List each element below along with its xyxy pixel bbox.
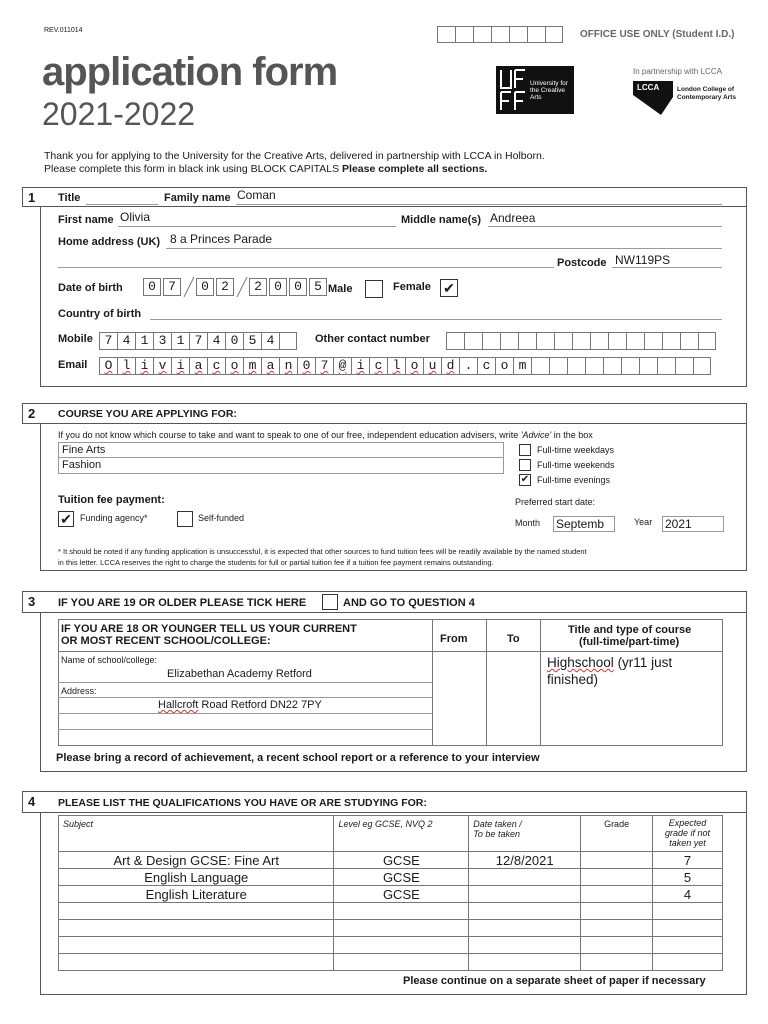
dob-month-digit: 0	[196, 278, 214, 296]
year-input[interactable]: 2021	[662, 516, 724, 532]
expected-cell[interactable]: 5	[653, 869, 723, 886]
dob-separator	[236, 277, 248, 297]
mobile-digit: 4	[117, 332, 135, 350]
section-3-number: 3	[28, 594, 36, 609]
subject-cell[interactable]	[59, 920, 334, 937]
table-row	[59, 852, 723, 869]
middle-name-field[interactable]	[488, 226, 722, 227]
mobile-digit: 1	[171, 332, 189, 350]
dob-year-digit: 2	[249, 278, 267, 296]
month-label: Month	[515, 518, 541, 528]
bring-record-text: Please bring a record of achievement, a recent school report or a reference to your interview	[56, 752, 540, 764]
intro-line-2	[44, 163, 487, 175]
mobile-digit: 5	[243, 332, 261, 350]
over-19-checkbox[interactable]	[322, 594, 338, 610]
subject-cell[interactable]	[59, 954, 334, 971]
mobile-digit: 7	[189, 332, 207, 350]
male-checkbox[interactable]	[365, 280, 383, 298]
under-18-text-b: OR MOST RECENT SCHOOL/COLLEGE:	[61, 635, 271, 647]
school-name-value: Elizabethan Academy Retford	[167, 668, 312, 680]
course-type-value	[547, 654, 719, 688]
lcca-name: London College of Contemporary Arts	[677, 86, 736, 101]
email-char: a	[189, 357, 207, 375]
expected-cell[interactable]	[653, 920, 723, 937]
over-19-text-b: AND GO TO QUESTION 4	[343, 597, 475, 609]
date-cell[interactable]	[469, 903, 581, 920]
self-funded-checkbox[interactable]	[177, 511, 193, 527]
level-cell[interactable]	[334, 937, 469, 954]
page-title: application form	[42, 50, 338, 94]
table-row	[59, 937, 723, 954]
email-char: l	[387, 357, 405, 375]
date-cell[interactable]	[469, 920, 581, 937]
title-label: Title	[58, 192, 81, 204]
course-type-rest: (yr11 just	[617, 655, 673, 670]
home-address-value: 8 a Princes Parade	[170, 232, 273, 246]
date-cell[interactable]	[469, 886, 581, 903]
level-cell[interactable]: GCSE	[334, 852, 469, 869]
country-of-birth-label: Country of birth	[58, 308, 142, 320]
postcode-value: NW119PS	[615, 253, 671, 267]
qualifications-heading: PLEASE LIST THE QUALIFICATIONS YOU HAVE OR ARE STUDYING FOR:	[58, 797, 427, 809]
mobile-digit: 1	[135, 332, 153, 350]
course-type-header-a: Title and type of course	[568, 624, 692, 636]
year-label: Year	[634, 517, 653, 527]
school-address-value	[158, 699, 322, 711]
school-address-rest: Road Retford DN22 7PY	[201, 699, 322, 711]
advice-text-b: in the box	[553, 430, 593, 440]
lcca-badge: LCCA	[637, 83, 660, 92]
table-row	[59, 954, 723, 971]
email-char: o	[405, 357, 423, 375]
dob-label: Date of birth	[58, 282, 123, 294]
mobile-digit: 3	[153, 332, 171, 350]
email-char: O	[99, 357, 117, 375]
grade-cell[interactable]	[581, 852, 653, 869]
email-char: c	[369, 357, 387, 375]
email-char: c	[207, 357, 225, 375]
expected-header-a: Expected	[668, 818, 707, 828]
date-cell[interactable]	[469, 954, 581, 971]
from-header: From	[440, 633, 468, 645]
mobile-label: Mobile	[58, 333, 93, 345]
weekends-label: Full-time weekends	[537, 460, 615, 470]
middle-name-label: Middle name(s)	[401, 214, 482, 226]
qualifications-header-row	[59, 816, 723, 852]
subject-cell[interactable]: English Language	[59, 869, 334, 886]
level-cell[interactable]	[334, 903, 469, 920]
grade-cell[interactable]	[581, 869, 653, 886]
level-cell[interactable]: GCSE	[334, 886, 469, 903]
email-char: 7	[315, 357, 333, 375]
school-col-divider-course	[540, 619, 541, 746]
to-header: To	[507, 633, 520, 645]
email-label: Email	[58, 359, 88, 371]
school-row-line	[58, 697, 432, 698]
qualifications-table	[58, 815, 723, 971]
family-name-field[interactable]	[236, 204, 722, 205]
dob-year[interactable]	[249, 278, 329, 296]
email-char: i	[171, 357, 189, 375]
email-char: m	[243, 357, 261, 375]
office-use-label: OFFICE USE ONLY (Student I.D.)	[580, 29, 735, 40]
intro-line-1: Thank you for applying to the University for the Creative Arts, delivered in partnership with LCCA in Holborn.	[44, 150, 545, 162]
funding-agency-label: Funding agency*	[80, 513, 148, 523]
under-18-text-a: IF YOU ARE 18 OR YOUNGER TELL US YOUR CURRENT	[61, 623, 357, 635]
grade-cell[interactable]	[581, 954, 653, 971]
evenings-checkbox[interactable]: ✔	[520, 474, 530, 485]
evenings-label: Full-time evenings	[537, 475, 611, 485]
home-address-field[interactable]	[166, 248, 722, 249]
course-type-rest-2: finished)	[547, 672, 599, 687]
tuition-label: Tuition fee payment:	[58, 494, 165, 506]
ucf-logo-text: University for the Creative Arts	[530, 80, 568, 101]
table-row	[59, 903, 723, 920]
school-row-line	[58, 682, 432, 683]
course-heading: COURSE YOU ARE APPLYING FOR:	[58, 408, 237, 420]
section-1-number: 1	[28, 190, 36, 205]
date-header	[469, 816, 581, 852]
email-char: o	[225, 357, 243, 375]
school-col-divider-to	[486, 619, 487, 746]
table-row	[59, 869, 723, 886]
email-char: c	[477, 357, 495, 375]
school-row-line	[58, 729, 432, 730]
mobile-digit: 4	[207, 332, 225, 350]
grade-cell[interactable]	[581, 920, 653, 937]
email-char: o	[495, 357, 513, 375]
home-address-label: Home address (UK)	[58, 236, 161, 248]
subject-cell[interactable]: Art & Design GCSE: Fine Art	[59, 852, 334, 869]
course-type-header-b: (full-time/part-time)	[579, 636, 680, 648]
expected-cell[interactable]: 4	[653, 886, 723, 903]
over-19-text: IF YOU ARE 19 OR OLDER PLEASE TICK HERE	[58, 597, 307, 609]
other-contact-label: Other contact number	[315, 333, 430, 345]
funding-footnote-2: in this letter. LCCA reserves the right to charge the students for full or partial tuition fee if a tuition fee payment remains outstanding.	[58, 558, 494, 567]
office-id-boxes	[437, 26, 563, 43]
email-char: 0	[297, 357, 315, 375]
section-4-number: 4	[28, 794, 36, 809]
weekends-checkbox[interactable]	[519, 459, 531, 471]
email-char: a	[261, 357, 279, 375]
lcca-logo	[633, 81, 753, 117]
level-header: Level eg GCSE, NVQ 2	[334, 816, 469, 852]
mobile-digit: 0	[225, 332, 243, 350]
address-line-2[interactable]	[58, 267, 554, 268]
dob-day-digit: 0	[143, 278, 161, 296]
date-cell[interactable]	[469, 869, 581, 886]
school-address-label: Address:	[61, 686, 97, 696]
grade-cell[interactable]	[581, 886, 653, 903]
email-char: v	[153, 357, 171, 375]
rev-code: REV.011014	[44, 27, 83, 34]
school-row-line	[58, 713, 432, 714]
mobile-digit	[279, 332, 297, 350]
funding-footnote-1: * It should be noted if any funding application is unsuccessful, it is expected that other sources to fund tuition fees will be readily available by the named student	[58, 547, 587, 556]
grade-cell[interactable]	[581, 937, 653, 954]
dob-year-digit: 0	[269, 278, 287, 296]
mobile-digit: 4	[261, 332, 279, 350]
expected-header	[653, 816, 723, 852]
expected-header-c: taken yet	[669, 838, 706, 848]
date-cell[interactable]: 12/8/2021	[469, 852, 581, 869]
level-cell[interactable]	[334, 920, 469, 937]
self-funded-label: Self-funded	[198, 513, 245, 523]
level-cell[interactable]	[334, 954, 469, 971]
family-name-label: Family name	[164, 192, 231, 204]
subject-cell[interactable]	[59, 937, 334, 954]
weekdays-label: Full-time weekdays	[537, 445, 615, 455]
intro-instruction-bold: Please complete all sections.	[342, 163, 488, 175]
dob-day[interactable]	[143, 278, 183, 296]
email-field[interactable]	[99, 357, 711, 375]
dob-month-digit: 2	[216, 278, 234, 296]
expected-cell[interactable]	[653, 937, 723, 954]
date-cell[interactable]	[469, 937, 581, 954]
postcode-field[interactable]	[612, 267, 722, 268]
school-name-label: Name of school/college:	[61, 655, 158, 665]
dob-day-digit: 7	[163, 278, 181, 296]
ucf-logo	[496, 66, 574, 114]
dob-year-digit: 5	[309, 278, 327, 296]
mobile-digit: 7	[99, 332, 117, 350]
expected-cell[interactable]: 7	[653, 852, 723, 869]
advice-text-a: If you do not know which course to take and want to speak to one of our free, independent education advisers, write	[58, 430, 519, 440]
email-char: .	[459, 357, 477, 375]
email-char: m	[513, 357, 531, 375]
first-name-label: First name	[58, 214, 114, 226]
advice-text	[58, 430, 593, 440]
postcode-label: Postcode	[557, 257, 607, 269]
middle-name-value: Andreea	[490, 211, 536, 225]
section-2-number: 2	[28, 406, 36, 421]
email-char: u	[423, 357, 441, 375]
email-char: i	[351, 357, 369, 375]
course-input-1[interactable]: Fine Arts	[58, 442, 504, 458]
dob-month[interactable]	[196, 278, 236, 296]
family-name-value: Coman	[237, 188, 276, 202]
start-date-label: Preferred start date:	[515, 497, 596, 507]
grade-cell[interactable]	[581, 903, 653, 920]
email-char: i	[135, 357, 153, 375]
email-char: d	[441, 357, 459, 375]
school-header-line	[58, 651, 723, 652]
table-row	[59, 920, 723, 937]
ucf-logo-mark	[499, 68, 529, 112]
female-label: Female	[393, 281, 431, 293]
date-header-b: To be taken	[473, 829, 520, 839]
advice-word: 'Advice'	[520, 430, 552, 440]
mobile-field[interactable]	[99, 332, 297, 350]
title-field[interactable]	[86, 204, 158, 205]
expected-cell[interactable]	[653, 903, 723, 920]
month-input[interactable]: Septemb	[553, 516, 615, 532]
level-cell[interactable]: GCSE	[334, 869, 469, 886]
funding-agency-checkbox[interactable]: ✔	[58, 511, 74, 527]
dob-separator	[183, 277, 195, 297]
school-col-divider-from	[432, 619, 433, 746]
first-name-value: Olivia	[120, 210, 151, 224]
male-label: Male	[328, 283, 353, 295]
course-type-word: Highschool	[547, 655, 614, 670]
country-of-birth-field[interactable]	[150, 319, 722, 320]
female-checkbox[interactable]: ✔	[440, 279, 458, 297]
subject-cell[interactable]	[59, 903, 334, 920]
dob-year-digit: 0	[289, 278, 307, 296]
subject-cell[interactable]: English Literature	[59, 886, 334, 903]
date-header-a: Date taken /	[473, 819, 522, 829]
email-char: n	[279, 357, 297, 375]
school-address-street: Hallcroft	[158, 699, 199, 711]
table-row	[59, 886, 723, 903]
email-char: l	[117, 357, 135, 375]
email-char: @	[333, 357, 351, 375]
other-contact-field[interactable]	[446, 332, 716, 350]
intro-instruction: Please complete this form in black ink using BLOCK CAPITALS	[44, 163, 340, 175]
first-name-field[interactable]	[118, 226, 396, 227]
course-input-2[interactable]: Fashion	[58, 458, 504, 474]
academic-year: 2021-2022	[42, 96, 196, 132]
subject-header: Subject	[59, 816, 334, 852]
grade-header: Grade	[581, 816, 653, 852]
expected-header-b: grade if not	[665, 828, 711, 838]
expected-cell[interactable]	[653, 954, 723, 971]
continue-note: Please continue on a separate sheet of paper if necessary	[403, 975, 706, 987]
partnership-text: In partnership with LCCA	[633, 67, 722, 76]
weekdays-checkbox[interactable]	[519, 444, 531, 456]
